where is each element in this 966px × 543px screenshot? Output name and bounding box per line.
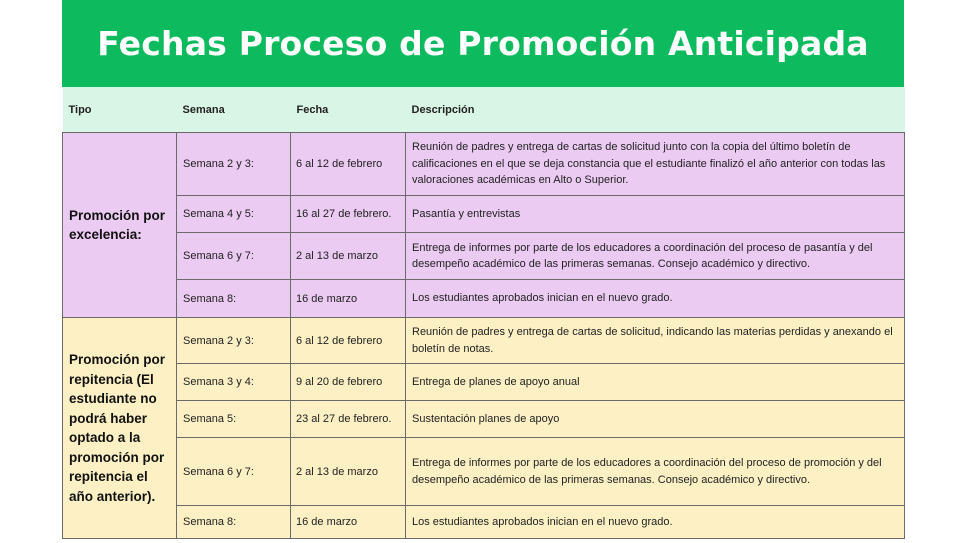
date-cell: 16 de marzo	[291, 506, 406, 539]
date-cell: 2 al 13 de marzo	[291, 438, 406, 506]
date-cell: 16 al 27 de febrero.	[291, 196, 406, 233]
week-cell: Semana 8:	[177, 280, 291, 318]
date-cell: 23 al 27 de febrero.	[291, 401, 406, 438]
table-row	[63, 401, 905, 438]
section-type-cell: Promoción por repitencia (El estudiante no podrá haber optado a la promoción por repitencia el año anterior).	[63, 318, 177, 539]
table-row	[63, 233, 905, 280]
week-cell: Semana 8:	[177, 506, 291, 539]
week-cell: Semana 3 y 4:	[177, 364, 291, 401]
table-row	[63, 318, 905, 364]
date-cell: 9 al 20 de febrero	[291, 364, 406, 401]
description-cell: Los estudiantes aprobados inician en el nuevo grado.	[406, 506, 905, 539]
week-cell: Semana 2 y 3:	[177, 133, 291, 196]
page-title: Fechas Proceso de Promoción Anticipada	[62, 0, 904, 87]
date-cell: 2 al 13 de marzo	[291, 233, 406, 280]
table-row	[63, 438, 905, 506]
description-cell: Entrega de informes por parte de los educadores a coordinación del proceso de pasantía y del desempeño académico de las primeras semanas. Consejo académico y directivo.	[406, 233, 905, 280]
week-cell: Semana 6 y 7:	[177, 233, 291, 280]
header-fecha: Fecha	[291, 87, 406, 133]
header-tipo: Tipo	[63, 87, 177, 133]
description-cell: Reunión de padres y entrega de cartas de solicitud, indicando las materias perdidas y anexando el boletín de notas.	[406, 318, 905, 364]
date-cell: 6 al 12 de febrero	[291, 318, 406, 364]
header-descripcion: Descripción	[406, 87, 905, 133]
week-cell: Semana 5:	[177, 401, 291, 438]
description-cell: Pasantía y entrevistas	[406, 196, 905, 233]
date-cell: 16 de marzo	[291, 280, 406, 318]
week-cell: Semana 2 y 3:	[177, 318, 291, 364]
section-type-cell: Promoción por excelencia:	[63, 133, 177, 318]
table-row	[63, 506, 905, 539]
table-row	[63, 133, 905, 196]
description-cell: Entrega de informes por parte de los educadores a coordinación del proceso de promoción y del desempeño académico de las primeras semanas. Consejo académico y directivo.	[406, 438, 905, 506]
schedule-table	[62, 87, 905, 539]
header-row	[63, 87, 905, 133]
description-cell: Entrega de planes de apoyo anual	[406, 364, 905, 401]
description-cell: Sustentación planes de apoyo	[406, 401, 905, 438]
description-cell: Los estudiantes aprobados inician en el nuevo grado.	[406, 280, 905, 318]
week-cell: Semana 6 y 7:	[177, 438, 291, 506]
table-row	[63, 196, 905, 233]
date-cell: 6 al 12 de febrero	[291, 133, 406, 196]
week-cell: Semana 4 y 5:	[177, 196, 291, 233]
slide	[62, 0, 904, 539]
header-semana: Semana	[177, 87, 291, 133]
table-row	[63, 364, 905, 401]
table-row	[63, 280, 905, 318]
description-cell: Reunión de padres y entrega de cartas de solicitud junto con la copia del último boletín de calificaciones en el que se deja constancia que el estudiante finalizó el año anterior con todas las valoraciones académicas en Alto o Superior.	[406, 133, 905, 196]
